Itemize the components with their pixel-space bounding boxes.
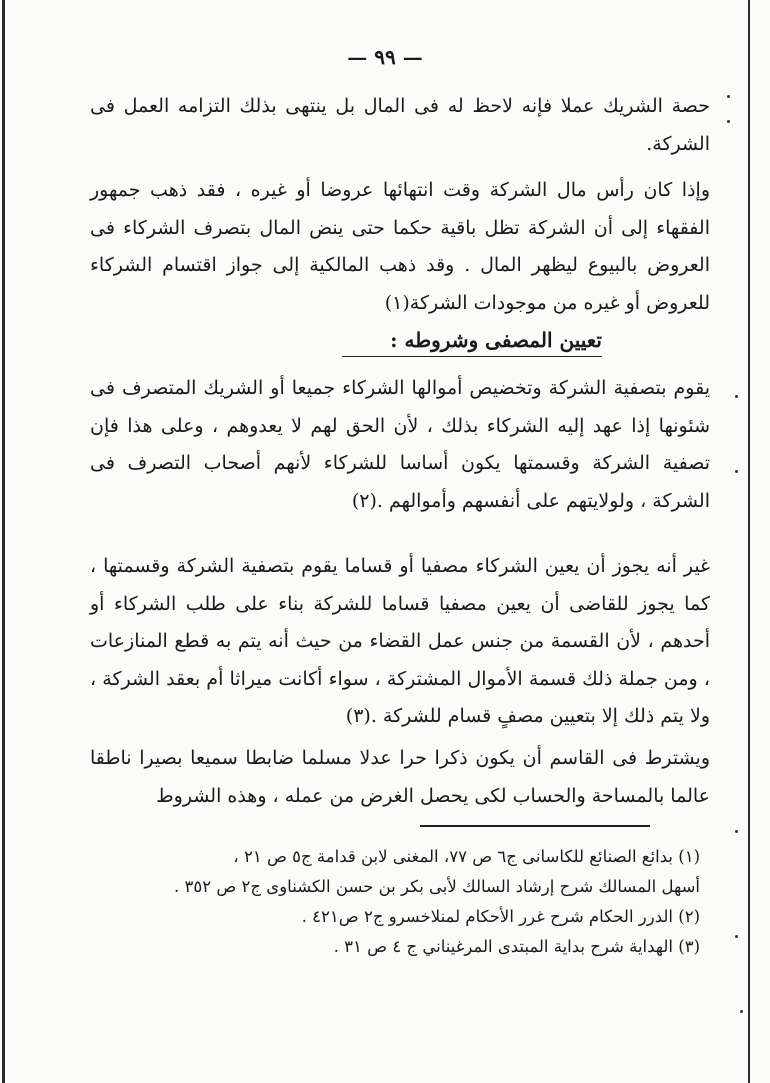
footnote-divider: [420, 825, 650, 827]
footnote-line: (٣) الهداية شرح بداية المبتدى المرغيناني ج ٤ ص ٣١ .: [333, 937, 700, 956]
scan-speck: [727, 95, 730, 98]
paragraph-2: [90, 172, 710, 322]
paragraph-text: حصة الشريك عملا فإنه لاحظ له فى المال بل ينتهى بذلك التزامه العمل فى الشركة.: [90, 95, 710, 155]
paragraph-3: [90, 370, 710, 520]
scan-speck: [727, 120, 730, 123]
section-heading: تعيين المصفى وشروطه :: [342, 328, 602, 357]
scan-edge-left: [2, 0, 5, 1083]
paragraph-4: [90, 548, 710, 736]
page-number: — ٩٩ —: [347, 45, 423, 69]
scan-speck: [735, 470, 738, 473]
footnotes: [100, 842, 700, 962]
scan-speck: [735, 395, 738, 398]
footnote-line: (١) بدائع الصنائع للكاسانى ج٦ ص ٧٧، المغنى لابن قدامة ج٥ ص ٢١ ،: [233, 847, 700, 866]
scan-edge-right: [748, 0, 750, 1083]
paragraph-text: يقوم بتصفية الشركة وتخضيص أموالها الشركاء جميعا أو الشريك المتصرف فى شئونها إذا عهد إليه الشركاء بذلك ، لأن الحق لهم لا يعدوهم ، وعلى هذا فإن تصفية الشركة وقسمتها يكون أساسا للشركاء لأنهم أصحاب التصرف فى الشركة ، ولولايتهم على أنفسهم وأموالهم .(٢): [90, 377, 710, 512]
footnote-line: أسهل المسالك شرح إرشاد السالك لأبى بكر بن حسن الكشناوى ج٢ ص ٣٥٢ .: [173, 877, 700, 896]
scan-speck: [740, 1010, 743, 1013]
paragraph-text: وإذا كان رأس مال الشركة وقت انتهائها عروضا أو غيره ، فقد ذهب جمهور الفقهاء إلى أن الشركة تظل باقية حكما حتى ينض المال بتصرف الشركاء فى العروض بالبيوع ليظهر المال . وقد ذهب المالكية إلى جواز اقتسام الشركاء للعروض أو غيره من موجودات الشركة(١): [90, 179, 710, 314]
paragraph-5: [90, 740, 710, 815]
paragraph-text: غير أنه يجوز أن يعين الشركاء مصفيا أو قساما يقوم بتصفية الشركة وقسمتها ، كما يجوز للقاضى أن يعين مصفيا قساما للشركة بناء على طلب الشركاء أو أحدهم ، لأن القسمة من جنس عمل القضاء من حيث أنه يتم به قطع المنازعات ، ومن جملة ذلك قسمة الأموال المشتركة ، سواء أكانت ميراثا أم بعقد الشركة ، ولا يتم ذلك إلا بتعيين مصفٍ قسام للشركة .(٣): [90, 555, 710, 727]
scan-speck: [735, 830, 738, 833]
footnote-line: (٢) الدرر الحكام شرح غرر الأحكام لمنلاخسرو ج٢ ص٤٢١ .: [301, 907, 700, 926]
paragraph-1: [90, 88, 710, 163]
scan-speck: [735, 935, 738, 938]
paragraph-text: ويشترط فى القاسم أن يكون ذكرا حرا عدلا مسلما ضابطا سميعا بصيرا ناطقا عالما بالمساحة والحساب لكى يحصل الغرض من عمله ، وهذه الشروط: [90, 747, 710, 807]
